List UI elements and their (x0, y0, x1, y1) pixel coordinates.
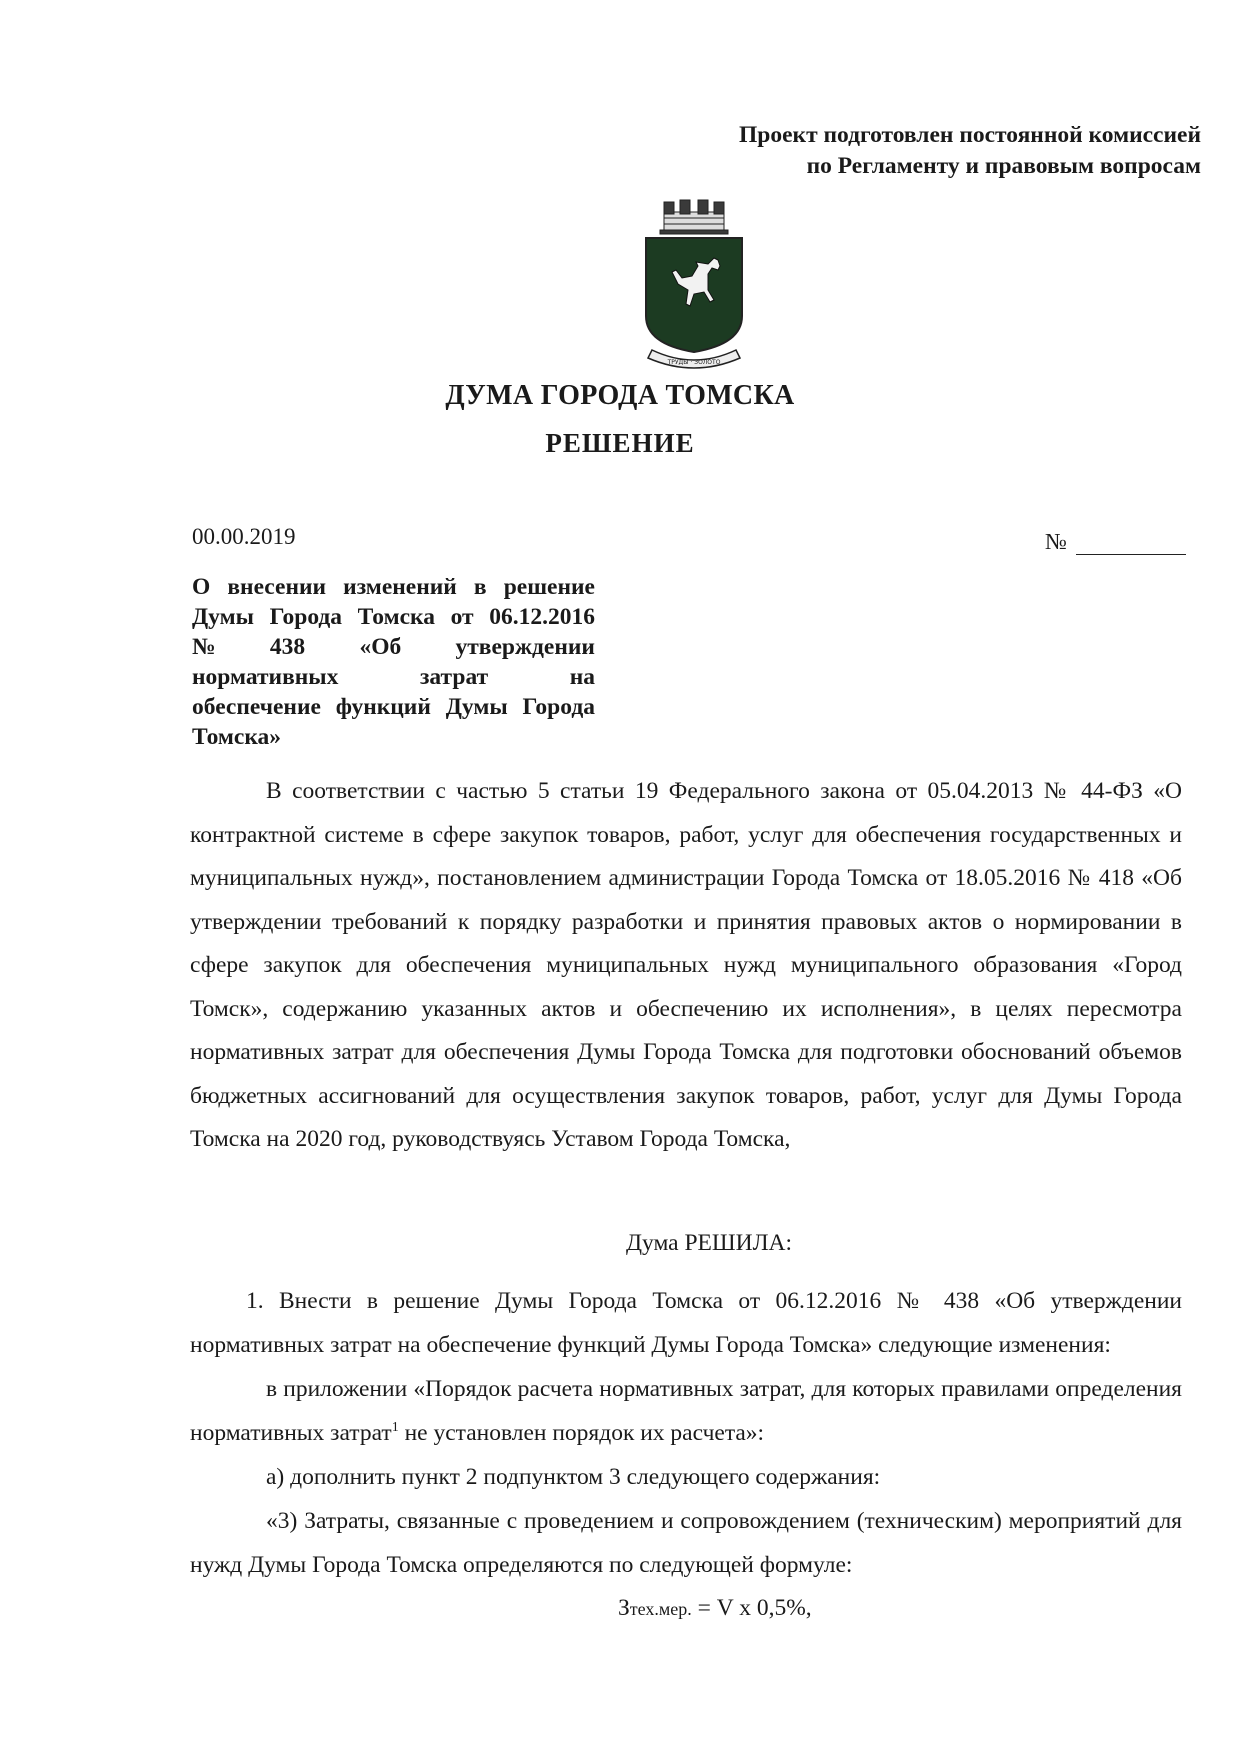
subject-line-3: № 438 «Об утверждении (192, 634, 595, 660)
sub-item-a: а) дополнить пункт 2 подпунктом 3 следующего содержания: (266, 1464, 881, 1490)
prepared-line-2: по Регламенту и правовым вопросам (806, 153, 1201, 179)
number-label: № (1045, 529, 1067, 554)
subject-line-5: обеспечение функций Думы Города (192, 694, 595, 720)
formula-symbol: З (618, 1595, 630, 1621)
subject-line-1: О внесении изменений в решение (192, 574, 595, 600)
subject-line-2: Думы Города Томска от 06.12.2016 (192, 604, 595, 630)
decision-items (190, 1279, 1182, 1587)
prepared-by-note (739, 120, 1201, 182)
motto-text: ТРУДЫ · ЗОЛОТО (667, 359, 721, 366)
subject-line-6: Томска» (192, 724, 282, 750)
prepared-line-1: Проект подготовлен постоянной комиссией (739, 122, 1201, 148)
document-subject (192, 572, 595, 752)
item-1: 1. Внести в решение Думы Города Томска от 06.12.2016 № 438 «Об утверждении нормативных затрат на обеспечение функций Думы Города Томска» следующие изменения: (190, 1288, 1182, 1358)
sub-item-a-text: «3) Затраты, связанные с проведением и сопровождением (техническим) мероприятий для нужд Думы Города Томска определяются по следующей формуле: (190, 1508, 1182, 1578)
footnote-mark: 1 (391, 1420, 399, 1436)
formula-subscript: тех.мер. (629, 1599, 692, 1619)
resolved-heading: Дума РЕШИЛА: (625, 1230, 793, 1256)
document-type: РЕШЕНИЕ (545, 428, 695, 458)
preamble-paragraph: В соответствии с частью 5 статьи 19 Федерального закона от 05.04.2013 № 44-ФЗ «О контрактной системе в сфере закупок товаров, работ, услуг для обеспечения государственных и муниципальных нужд», постановлением администрации Города Томска от 18.05.2016 № 418 «Об утверждении требований к порядку разработки и принятия правовых актов о нормировании в сфере закупок для обеспечения муниципальных нужд муниципального образования «Город Томск», содержанию указанных актов и обеспечению их исполнения», в целях пересмотра нормативных затрат для обеспечения Думы Города Томска для подготовки обоснований объемов бюджетных ассигнований для осуществления закупок товаров, работ, услуг для Думы Города Томска на 2020 год, руководствуясь Уставом Города Томска, (190, 778, 1182, 1152)
document-date: 00.00.2019 (192, 524, 296, 549)
appendix-clause: в приложении «Порядок расчета нормативных затрат, для которых правилами определения нормативных затрат$^1$ не установлен порядок их расчета»: (190, 1376, 1182, 1446)
number-blank-line (1076, 554, 1186, 555)
crown-icon (660, 200, 728, 234)
organization-title: ДУМА ГОРОДА ТОМСКА (445, 380, 795, 411)
cost-formula (618, 1595, 812, 1622)
formula-rest: = V х 0,5%, (691, 1595, 812, 1621)
subject-line-4: нормативных затрат на (192, 664, 595, 690)
tomsk-coat-of-arms (634, 198, 754, 370)
